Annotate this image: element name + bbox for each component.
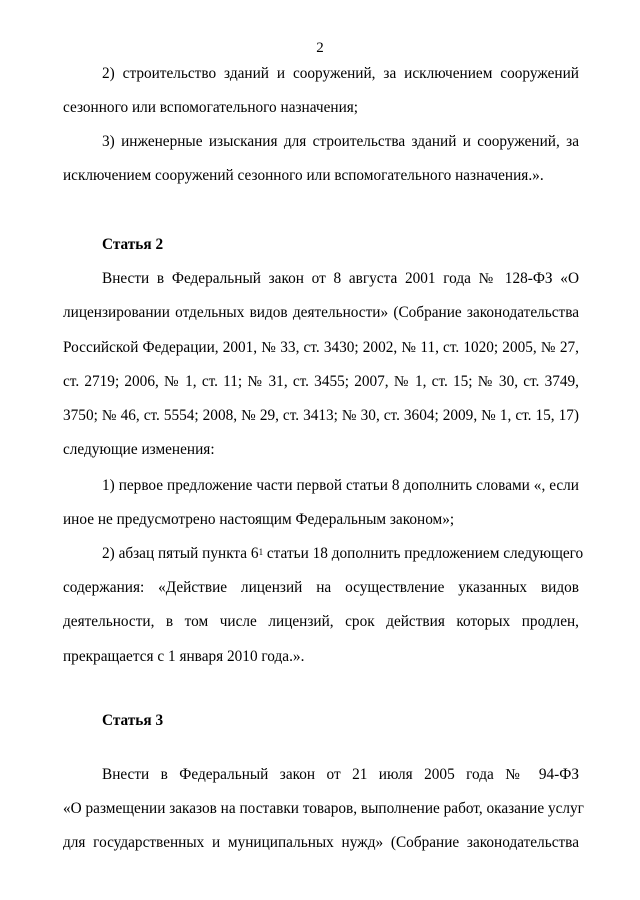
article2-para-line6: следующие изменения: bbox=[63, 441, 215, 458]
page-number: 2 bbox=[316, 40, 324, 56]
article3-para-line2: «О размещении заказов на поставки товаров, выполнение работ, оказание услуг bbox=[63, 800, 584, 817]
item2-text-after: статьи 18 дополнить предложением следующего bbox=[263, 545, 584, 562]
item2-superscript: 1 bbox=[258, 547, 264, 557]
intro-item3-line1: 3) инженерные изыскания для строительства зданий и сооружений, за bbox=[102, 133, 579, 150]
article2-para-line2: лицензировании отдельных видов деятельности» (Собрание законодательства bbox=[63, 304, 579, 321]
article2-heading: Статья 2 bbox=[102, 236, 164, 253]
intro-item2-line2: сезонного или вспомогательного назначения; bbox=[63, 99, 359, 116]
article3-para-line1: Внести в Федеральный закон от 21 июля 2005 года № 94-ФЗ bbox=[102, 766, 579, 783]
item2-text-before: 2) абзац пятый пункта 6 bbox=[102, 545, 259, 562]
article3-para-line3: для государственных и муниципальных нужд» (Собрание законодательства bbox=[63, 834, 579, 851]
article3-heading: Статья 3 bbox=[102, 712, 164, 729]
article2-item2-line4: прекращается с 1 января 2010 года.». bbox=[63, 648, 305, 665]
article2-item2-line3: деятельности, в том числе лицензий, срок действия которых продлен, bbox=[63, 613, 579, 630]
article2-para-line3: Российской Федерации, 2001, № 33, ст. 3430; 2002, № 11, ст. 1020; 2005, № 27, bbox=[63, 339, 579, 356]
article2-item1-line2: иное не предусмотрено настоящим Федеральным законом»; bbox=[63, 511, 455, 528]
intro-item2-line1: 2) строительство зданий и сооружений, за исключением сооружений bbox=[102, 65, 579, 82]
article2-para-line4: ст. 2719; 2006, № 1, ст. 11; № 31, ст. 3455; 2007, № 1, ст. 15; № 30, ст. 3749, bbox=[63, 373, 579, 390]
intro-item3-line2: исключением сооружений сезонного или вспомогательного назначения.». bbox=[63, 167, 544, 184]
article2-para-line1: Внести в Федеральный закон от 8 августа 2001 года № 128-ФЗ «О bbox=[102, 270, 579, 287]
article2-para-line5: 3750; № 46, ст. 5554; 2008, № 29, ст. 3413; № 30, ст. 3604; 2009, № 1, ст. 15, 17) bbox=[63, 407, 579, 424]
article2-item1-line1: 1) первое предложение части первой статьи 8 дополнить словами «, если bbox=[102, 477, 579, 494]
article2-item2-line2: содержания: «Действие лицензий на осуществление указанных видов bbox=[63, 579, 579, 596]
article2-item2-line1 bbox=[102, 545, 584, 563]
